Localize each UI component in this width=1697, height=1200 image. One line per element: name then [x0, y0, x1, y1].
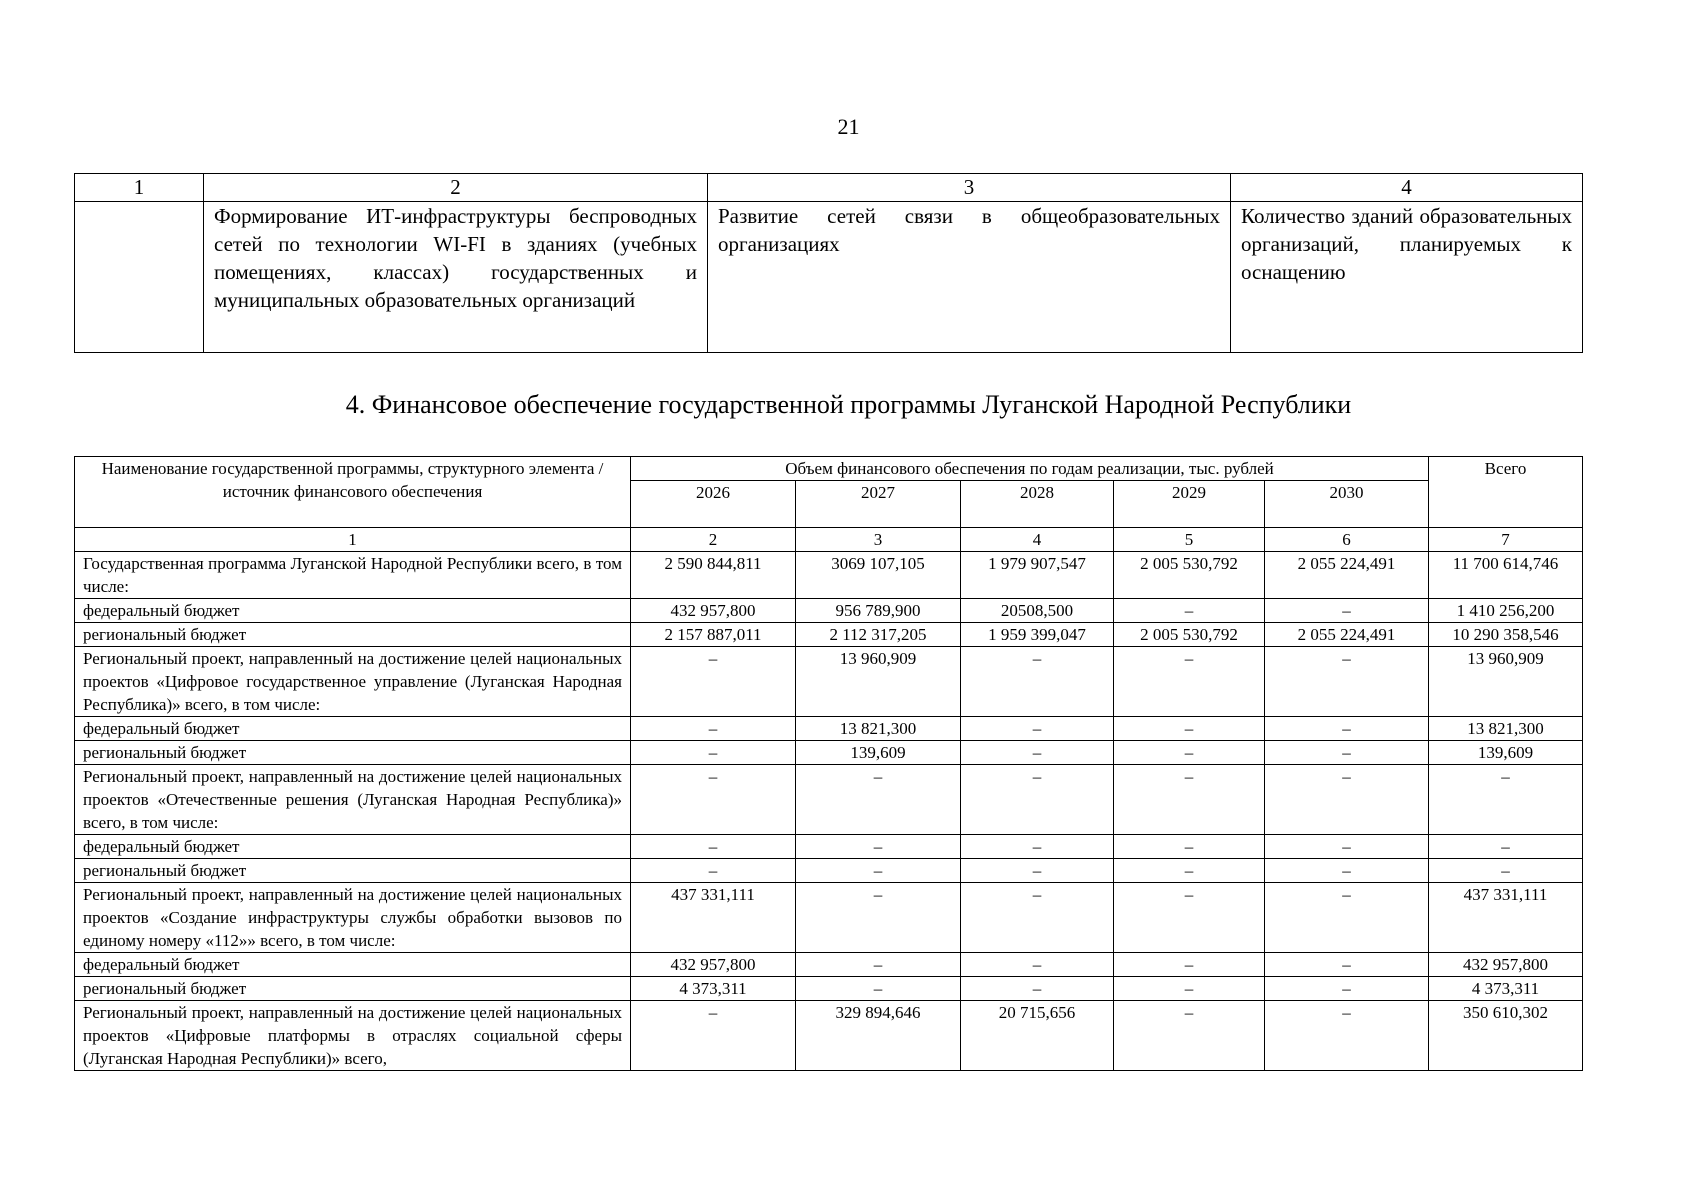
- value-cell-2029: 2 005 530,792: [1114, 552, 1265, 599]
- value-cell-2030: 2 055 224,491: [1265, 623, 1429, 647]
- column-numbers-row: [75, 528, 1583, 552]
- table-row: [75, 599, 1583, 623]
- value-cell-2026: 432 957,800: [631, 599, 796, 623]
- table-row: [75, 741, 1583, 765]
- value-cell-2030: 2 055 224,491: [1265, 552, 1429, 599]
- value-cell-2027: 13 821,300: [796, 717, 961, 741]
- table-header-row: [75, 457, 1583, 481]
- value-cell-2028: 20 715,656: [961, 1001, 1114, 1071]
- task-description-cell: Формирование ИТ-инфраструктуры беспроводных сетей по технологии WI-FI в зданиях (учебных помещениях, классах) государственных и муниципальных образовательных организаций: [204, 202, 708, 353]
- indicator-cell: Количество зданий образовательных организаций, планируемых к оснащению: [1231, 202, 1583, 353]
- table-row: [75, 1001, 1583, 1071]
- total-value-cell: 1 410 256,200: [1429, 599, 1583, 623]
- value-cell-2030: –: [1265, 977, 1429, 1001]
- row-cell-1: [75, 202, 204, 353]
- value-cell-2029: 2 005 530,792: [1114, 623, 1265, 647]
- value-cell-2029: –: [1114, 717, 1265, 741]
- value-cell-2029: –: [1114, 599, 1265, 623]
- source-name-cell: Региональный проект, направленный на достижение целей национальных проектов «Цифровые платформы в отраслях социальной сферы (Луганская Народная Республики)» всего,: [75, 1001, 631, 1071]
- value-cell-2030: –: [1265, 599, 1429, 623]
- value-cell-2026: –: [631, 647, 796, 717]
- value-cell-2030: –: [1265, 859, 1429, 883]
- value-cell-2027: 3069 107,105: [796, 552, 961, 599]
- value-cell-2026: 437 331,111: [631, 883, 796, 953]
- value-cell-2029: –: [1114, 953, 1265, 977]
- table-row: [75, 623, 1583, 647]
- year-2026-header: 2026: [631, 481, 796, 528]
- total-value-cell: 13 821,300: [1429, 717, 1583, 741]
- value-cell-2027: –: [796, 765, 961, 835]
- value-cell-2028: 1 959 399,047: [961, 623, 1114, 647]
- total-value-cell: 11 700 614,746: [1429, 552, 1583, 599]
- value-cell-2028: –: [961, 647, 1114, 717]
- source-name-cell: Региональный проект, направленный на достижение целей национальных проектов «Создание инфраструктуры службы обработки вызовов по единому номеру «112»» всего, в том числе:: [75, 883, 631, 953]
- value-cell-2030: –: [1265, 741, 1429, 765]
- table-row: [75, 647, 1583, 717]
- value-cell-2028: –: [961, 859, 1114, 883]
- table-row: [75, 977, 1583, 1001]
- column-number-2: 2: [204, 174, 708, 202]
- total-value-cell: 13 960,909: [1429, 647, 1583, 717]
- value-cell-2029: –: [1114, 765, 1265, 835]
- total-value-cell: –: [1429, 765, 1583, 835]
- value-cell-2027: –: [796, 953, 961, 977]
- source-name-cell: региональный бюджет: [75, 977, 631, 1001]
- total-value-cell: –: [1429, 835, 1583, 859]
- value-cell-2029: –: [1114, 977, 1265, 1001]
- column-number-4: 4: [961, 528, 1114, 552]
- value-cell-2028: –: [961, 953, 1114, 977]
- source-name-cell: Региональный проект, направленный на достижение целей национальных проектов «Отечественные решения (Луганская Народная Республика)» всего, в том числе:: [75, 765, 631, 835]
- source-name-cell: федеральный бюджет: [75, 953, 631, 977]
- total-value-cell: 139,609: [1429, 741, 1583, 765]
- value-cell-2027: –: [796, 835, 961, 859]
- source-name-cell: Государственная программа Луганской Народной Республики всего, в том числе:: [75, 552, 631, 599]
- column-number-2: 2: [631, 528, 796, 552]
- value-cell-2030: –: [1265, 717, 1429, 741]
- year-2030-header: 2030: [1265, 481, 1429, 528]
- value-cell-2028: –: [961, 977, 1114, 1001]
- value-cell-2029: –: [1114, 859, 1265, 883]
- page-number: 21: [837, 114, 860, 139]
- value-cell-2028: –: [961, 765, 1114, 835]
- year-2028-header: 2028: [961, 481, 1114, 528]
- value-cell-2026: –: [631, 741, 796, 765]
- header-name-cell: Наименование государственной программы, структурного элемента / источник финансового обеспечения: [75, 457, 631, 528]
- value-cell-2028: –: [961, 883, 1114, 953]
- header-total-cell: Всего: [1429, 457, 1583, 528]
- source-name-cell: федеральный бюджет: [75, 717, 631, 741]
- year-2029-header: 2029: [1114, 481, 1265, 528]
- value-cell-2026: –: [631, 835, 796, 859]
- column-number-1: 1: [75, 174, 204, 202]
- column-number-7: 7: [1429, 528, 1583, 552]
- source-name-cell: региональный бюджет: [75, 741, 631, 765]
- column-number-1: 1: [75, 528, 631, 552]
- value-cell-2027: –: [796, 859, 961, 883]
- value-cell-2026: –: [631, 717, 796, 741]
- value-cell-2026: –: [631, 1001, 796, 1071]
- header-volume-cell: Объем финансового обеспечения по годам реализации, тыс. рублей: [631, 457, 1429, 481]
- total-value-cell: 4 373,311: [1429, 977, 1583, 1001]
- total-value-cell: 432 957,800: [1429, 953, 1583, 977]
- table-row: [75, 717, 1583, 741]
- value-cell-2026: –: [631, 765, 796, 835]
- value-cell-2029: –: [1114, 835, 1265, 859]
- value-cell-2029: –: [1114, 647, 1265, 717]
- value-cell-2026: 2 590 844,811: [631, 552, 796, 599]
- column-number-3: 3: [708, 174, 1231, 202]
- source-name-cell: Региональный проект, направленный на достижение целей национальных проектов «Цифровое государственное управление (Луганская Народная Республика)» всего, в том числе:: [75, 647, 631, 717]
- value-cell-2027: 956 789,900: [796, 599, 961, 623]
- value-cell-2026: 432 957,800: [631, 953, 796, 977]
- year-2027-header: 2027: [796, 481, 961, 528]
- column-number-6: 6: [1265, 528, 1429, 552]
- value-cell-2028: 20508,500: [961, 599, 1114, 623]
- value-cell-2029: –: [1114, 1001, 1265, 1071]
- value-cell-2030: –: [1265, 835, 1429, 859]
- table-row: [75, 953, 1583, 977]
- value-cell-2030: –: [1265, 1001, 1429, 1071]
- value-cell-2028: –: [961, 741, 1114, 765]
- value-cell-2030: –: [1265, 765, 1429, 835]
- value-cell-2027: 2 112 317,205: [796, 623, 961, 647]
- financing-table: [74, 456, 1583, 1071]
- table-row: [75, 765, 1583, 835]
- total-value-cell: 10 290 358,546: [1429, 623, 1583, 647]
- source-name-cell: федеральный бюджет: [75, 599, 631, 623]
- value-cell-2029: –: [1114, 883, 1265, 953]
- table-row: [75, 859, 1583, 883]
- value-cell-2030: –: [1265, 953, 1429, 977]
- table-row: [75, 552, 1583, 599]
- section-title: 4. Финансовое обеспечение государственной программы Луганской Народной Республики: [345, 390, 1352, 419]
- value-cell-2029: –: [1114, 741, 1265, 765]
- value-cell-2028: –: [961, 717, 1114, 741]
- value-cell-2026: 4 373,311: [631, 977, 796, 1001]
- source-name-cell: региональный бюджет: [75, 859, 631, 883]
- value-cell-2026: –: [631, 859, 796, 883]
- source-name-cell: федеральный бюджет: [75, 835, 631, 859]
- total-value-cell: 437 331,111: [1429, 883, 1583, 953]
- total-value-cell: 350 610,302: [1429, 1001, 1583, 1071]
- source-name-cell: региональный бюджет: [75, 623, 631, 647]
- value-cell-2027: 329 894,646: [796, 1001, 961, 1071]
- value-cell-2026: 2 157 887,011: [631, 623, 796, 647]
- value-cell-2027: –: [796, 883, 961, 953]
- value-cell-2027: 139,609: [796, 741, 961, 765]
- total-value-cell: –: [1429, 859, 1583, 883]
- column-number-3: 3: [796, 528, 961, 552]
- column-number-4: 4: [1231, 174, 1583, 202]
- table-row: [75, 883, 1583, 953]
- value-cell-2030: –: [1265, 647, 1429, 717]
- value-cell-2028: –: [961, 835, 1114, 859]
- measure-cell: Развитие сетей связи в общеобразовательных организациях: [708, 202, 1231, 353]
- value-cell-2027: 13 960,909: [796, 647, 961, 717]
- table-row: [75, 835, 1583, 859]
- value-cell-2028: 1 979 907,547: [961, 552, 1114, 599]
- column-number-5: 5: [1114, 528, 1265, 552]
- table-row: [75, 202, 1583, 353]
- value-cell-2030: –: [1265, 883, 1429, 953]
- activities-table: [74, 173, 1583, 353]
- table-header-row: [75, 174, 1583, 202]
- value-cell-2027: –: [796, 977, 961, 1001]
